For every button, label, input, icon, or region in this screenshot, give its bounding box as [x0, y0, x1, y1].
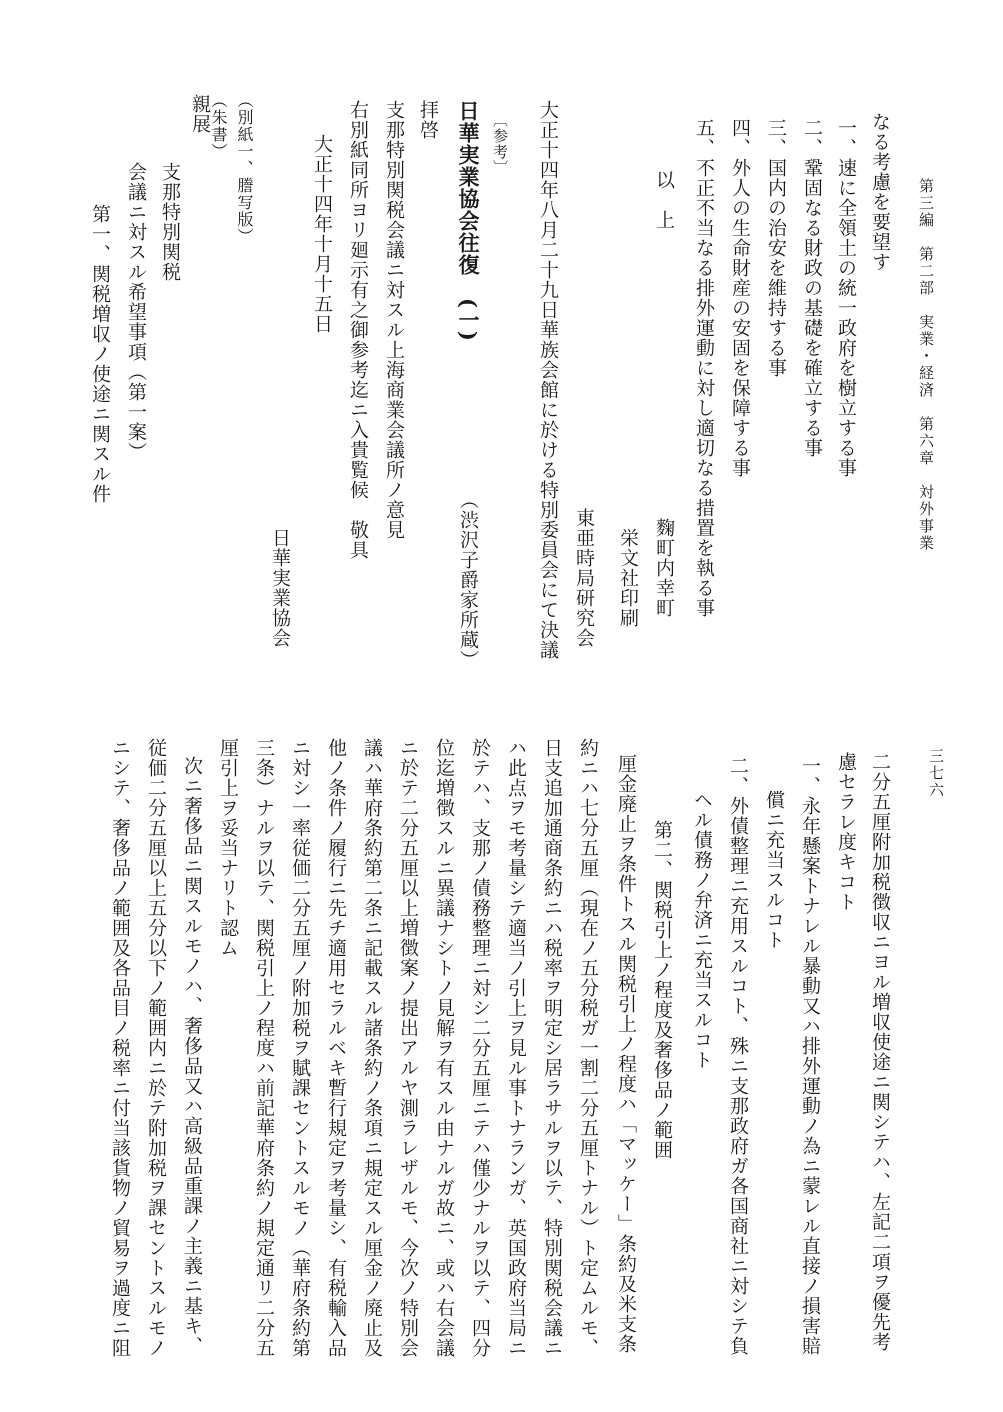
running-header: 第三編 第二部 実業・経済 第六章 対外事業 — [917, 178, 935, 552]
confidential-mark: 親展 — [189, 94, 211, 134]
top-line-04: 三、国内の治安を維持する事 — [765, 118, 787, 378]
letter-body: 右別紙同所ヨリ廻示有之御参考迄ニ入貴覧候 敬具 — [347, 100, 369, 560]
letter-subject: 支那特別関税会議ニ対スル上海商業会議所ノ意見 — [383, 100, 405, 540]
bottom-line-14: ニ於テ二分五厘以上増徴案ノ提出アルヤ測ラレザルモ、今次ノ特別会 — [397, 738, 419, 1358]
reference-label: 〔参考〕 — [491, 112, 509, 176]
top-line-06: 五、不正不当なる排外運動に対し適切なる措置を執る事 — [693, 118, 715, 618]
page-number: 三七六 — [927, 748, 945, 799]
top-line-05: 四、外人の生命財産の安固を保障する事 — [729, 118, 751, 478]
bottom-line-18: 三条）ナルヲ以テ、関税引上ノ程度ハ前記華府条約ノ規定通リ二分五 — [253, 738, 275, 1358]
bottom-line-01: 二分五厘附加税徴収ニヨル増収使途ニ関シテハ、左記二項ヲ優先考 — [869, 752, 891, 1352]
letter-date: 大正十四年十月十五日 — [311, 134, 333, 334]
bottom-line-03: 一、永年懸案トナレル暴動又ハ排外運動ノ為ニ蒙レル直接ノ損害賠 — [799, 756, 821, 1356]
source-note: （渋沢子爵家所蔵） — [457, 490, 479, 670]
author-org: 東亜時局研究会 — [573, 508, 595, 648]
bottom-line-20: 次ニ奢侈品ニ関スルモノハ、奢侈品又ハ高級品重課ノ主義ニ基キ、 — [181, 756, 203, 1356]
bottom-line-11: ハ此点ヲモ考量シテ適当ノ引上ヲ見ル事トナランガ、英国政府当局ニ — [505, 738, 527, 1358]
letter-greeting: 拝啓 — [417, 100, 439, 140]
bottom-line-22: ニシテ、奢侈品ノ範囲及各品目ノ税率ニ付当該貨物ノ貿易ヲ過度ニ阻 — [109, 738, 131, 1358]
bottom-line-05: 二、外債整理ニ充用スルコト、殊ニ支那政府ガ各国商社ニ対シテ負 — [727, 756, 749, 1356]
doc-title-2: 会議ニ対スル希望事項（第一案） — [125, 162, 147, 462]
red-ink-note: （朱書） — [209, 92, 228, 160]
article-1-title: 第一、関税増収ノ使途ニ関スル件 — [89, 204, 111, 504]
bottom-line-06: ヘル債務ノ弁済ニ充当スルコト — [691, 790, 713, 1070]
bottom-line-17: ニ対シ一率従価二分五厘ノ附加税ヲ賦課セントスルモノ（華府条約第 — [289, 738, 311, 1358]
top-line-02: 一、速に全領土の統一政府を樹立する事 — [835, 118, 857, 478]
bottom-line-15: 議ハ華府条約第二条ニ記載スル諸条約ノ条項ニ規定スル厘金ノ廃止及 — [361, 738, 383, 1358]
printer-address: 麴町内幸町 — [653, 518, 675, 618]
bottom-line-16: 他ノ条件ノ履行ニ先チ適用セラルベキ暫行規定ヲ考量シ、有税輸入品 — [325, 738, 347, 1358]
bottom-line-10: 日支追加通商条約ニハ税率ヲ明定シ居ラサルヲ以テ、特別関税会議ニ — [541, 738, 563, 1358]
attachment-note: （別紙一、謄写版） — [235, 92, 254, 245]
top-line-01: なる考慮を要望す — [869, 112, 891, 272]
bottom-line-13: 位迄増徴スルニ異議ナシトノ見解ヲ有スル由ナルガ故ニ、或ハ右会議 — [433, 738, 455, 1358]
printer-name: 栄文社印刷 — [617, 528, 639, 628]
doc-title-1: 支那特別関税 — [159, 162, 181, 282]
bottom-line-04: 償ニ充当スルコト — [763, 790, 785, 950]
resolution-date-line: 大正十四年八月二十九日華族会館に於ける特別委員会にて決議 — [537, 100, 559, 660]
bottom-line-21: 従価二分五厘以上五分以下ノ範囲内ニ於テ附加税ヲ課セントスルモノ — [145, 738, 167, 1358]
section-title: 日華実業協会往復 (一) — [456, 100, 481, 342]
bottom-line-12: 於テハ、支那ノ債務整理ニ対シ二分五厘ニテハ僅少ナルヲ以テ、四分 — [469, 738, 491, 1358]
bottom-line-09: 約ニハ七分五厘（現在ノ五分税ガ一割二分五厘トナル）ト定ムルモ、 — [577, 738, 599, 1358]
closing-ijo: 以 上 — [653, 170, 675, 230]
bottom-line-02: 慮セラレ度キコト — [835, 752, 857, 912]
bottom-line-08: 厘金廃止ヲ条件トスル関税引上ノ程度ハ「マッケー」条約及米支条 — [615, 754, 637, 1354]
top-line-03: 二、鞏固なる財政の基礎を確立する事 — [801, 118, 823, 458]
article-2-title: 第二、関税引上ノ程度及奢侈品ノ範囲 — [651, 820, 673, 1160]
bottom-line-19: 厘引上ヲ妥当ナリト認ム — [217, 738, 239, 958]
letter-sender: 日華実業協会 — [269, 528, 291, 648]
